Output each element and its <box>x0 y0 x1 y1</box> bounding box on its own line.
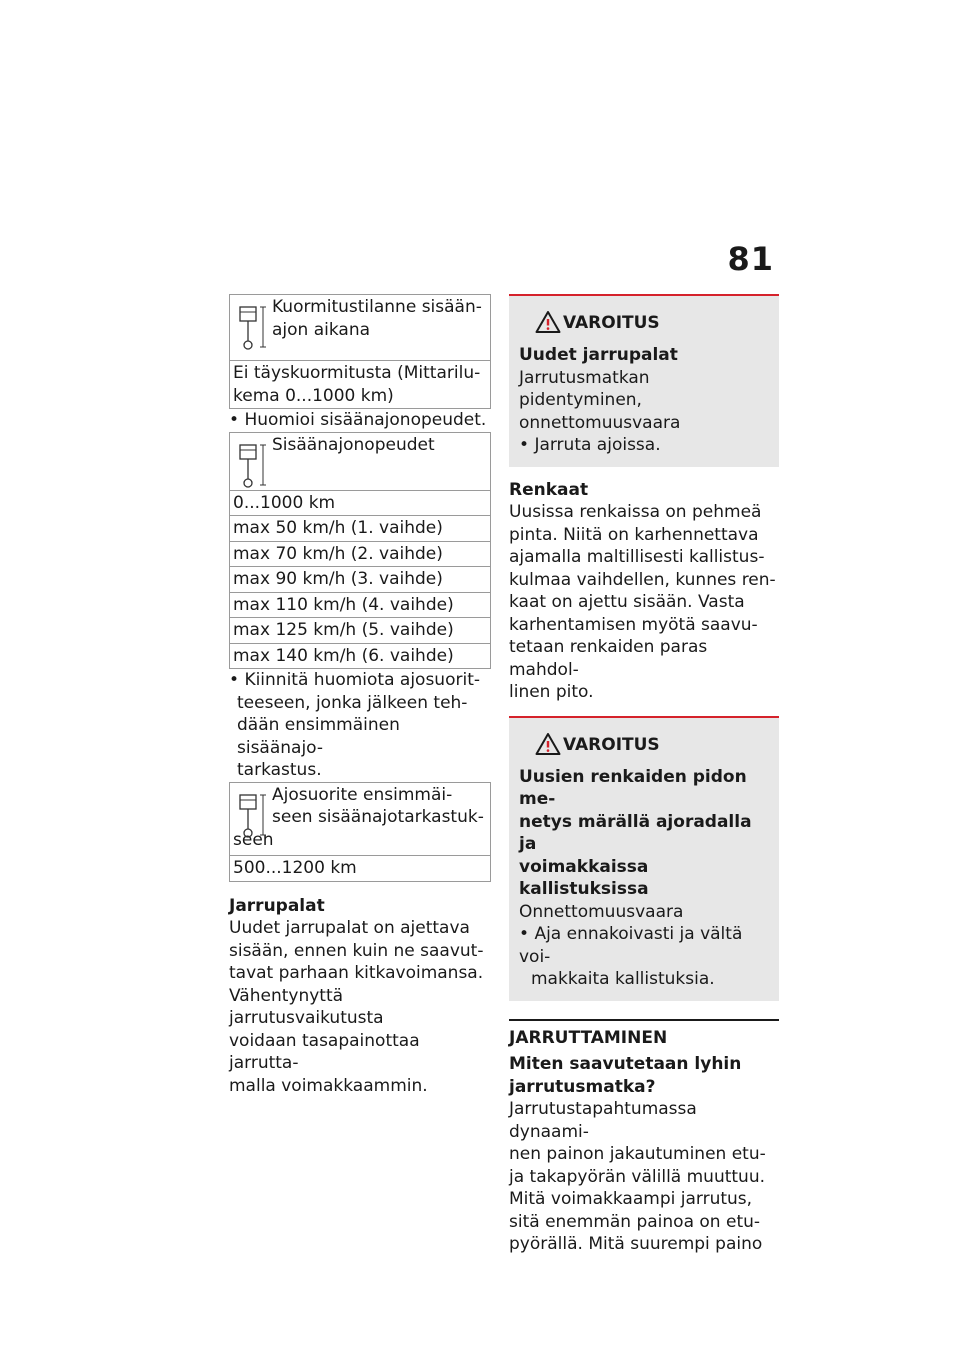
tyres-line: kulmaa vaihdellen, kunnes ren- <box>509 569 776 590</box>
running-in-speeds-header <box>230 433 490 490</box>
brake-pads-heading: Jarrupalat <box>229 895 325 916</box>
brake-pads-line: Uudet jarrupalat on ajettava <box>229 918 470 938</box>
warning-triangle-icon <box>535 732 561 756</box>
page-number: 81 <box>727 240 774 278</box>
braking-text <box>509 1098 779 1256</box>
brake-pads-line: sisään, ennen kuin ne saavut- <box>229 940 484 961</box>
load-condition-value-1: Ei täyskuormitusta (Mittarilu- <box>233 363 481 383</box>
tyres-line: Uusissa renkaissa on pehmeä <box>509 502 762 522</box>
bullet-inspection-line-2: teeseen, jonka jälkeen teh- <box>237 692 468 713</box>
warning-bullet: • Jarruta ajoissa. <box>519 435 661 455</box>
speed-row: max 50 km/h (1. vaihde) <box>230 515 490 541</box>
tyres-line: tetaan renkaiden paras mahdol- <box>509 637 708 680</box>
load-condition-title-1: Kuormitustilanne sisään- <box>272 297 482 317</box>
warning-box-tyres <box>509 716 779 1001</box>
load-condition-title-2: ajon aikana <box>272 319 371 340</box>
warning-triangle-icon <box>535 310 561 334</box>
inspection-distance-value: 500...1200 km <box>230 855 490 881</box>
inspection-title-3: seen <box>233 829 274 850</box>
tyres-line: pinta. Niitä on karhennettava <box>509 524 759 545</box>
braking-line: pyörällä. Mitä suurempi paino <box>509 1234 763 1254</box>
tyres-heading: Renkaat <box>509 479 589 500</box>
speed-row: 0...1000 km <box>230 490 490 516</box>
tyres-line: linen pito. <box>509 682 594 702</box>
braking-line: Jarrutustapahtumassa dynaami- <box>509 1099 697 1142</box>
speed-row: max 125 km/h (5. vaihde) <box>230 617 490 643</box>
section-heading-braking: JARRUTTAMINEN <box>509 1019 779 1050</box>
warning-text: onnettomuusvaara <box>519 412 681 433</box>
brake-pads-text <box>229 917 491 1097</box>
warning-heading: Uusien renkaiden pidon me- netys märällä ajoradalla ja voimakkaissa kallistuksissa <box>519 766 752 899</box>
warning-label: VAROITUS <box>563 734 660 755</box>
bullet-inspection: • Kiinnitä huomiota ajosuorit- teeseen, jonka jälkeen teh- dään ensimmäinen sisäänajo- tarkastus. <box>229 669 491 782</box>
brake-pads-line: voidaan tasapainottaa jarrutta- <box>229 1030 420 1073</box>
bullet-inspection-line-4: tarkastus. <box>237 760 322 780</box>
braking-line: ja takapyörän välillä muuttuu. <box>509 1166 766 1187</box>
tyres-text <box>509 501 779 704</box>
warning-bullet: • Aja ennakoivasti ja vältä voi- makkaita kallistuksia. <box>519 924 743 989</box>
piston-icon <box>238 441 268 491</box>
warning-title <box>519 730 769 766</box>
running-in-speeds-box <box>229 432 491 670</box>
tyres-line: kaat on ajettu sisään. Vasta <box>509 592 745 612</box>
speed-row: max 140 km/h (6. vaihde) <box>230 643 490 669</box>
brake-pads-line: tavat parhaan kitkavoimansa. <box>229 963 484 983</box>
warning-label: VAROITUS <box>563 313 660 333</box>
brake-pads-line: malla voimakkaammin. <box>229 1075 428 1096</box>
load-condition-value <box>230 360 490 408</box>
warning-title <box>519 308 769 344</box>
running-in-speeds-title: Sisäänajonopeudet <box>272 434 435 455</box>
inspection-title-2: seen sisäänajotarkastuk- <box>272 807 484 827</box>
tyres-line: ajamalla maltillisesti kallistus- <box>509 547 765 567</box>
tyres-line: karhentamisen myötä saavu- <box>509 614 758 635</box>
speed-row: max 110 km/h (4. vaihde) <box>230 592 490 618</box>
braking-line: sitä enemmän painoa on etu- <box>509 1211 761 1232</box>
inspection-distance-header <box>230 783 490 856</box>
inspection-title-1: Ajosuorite ensimmäi- <box>272 784 453 805</box>
braking-line: Mitä voimakkaampi jarrutus, <box>509 1189 753 1209</box>
brake-pads-line: Vähentynyttä jarrutusvaikutusta <box>229 985 384 1028</box>
warning-text: Onnettomuusvaara <box>519 901 684 922</box>
piston-icon <box>238 303 268 353</box>
braking-subheading: Miten saavutetaan lyhin jarrutusmatka? <box>509 1054 742 1097</box>
piston-icon <box>238 791 268 841</box>
load-condition-box <box>229 294 491 409</box>
warning-text: Jarrutusmatkan pidentyminen, <box>519 367 650 410</box>
load-condition-header <box>230 295 490 360</box>
speed-row: max 70 km/h (2. vaihde) <box>230 541 490 567</box>
speed-row: max 90 km/h (3. vaihde) <box>230 566 490 592</box>
bullet-inspection-line-3: dään ensimmäinen sisäänajo- <box>237 715 400 758</box>
left-column <box>229 294 491 1097</box>
bullet-inspection-line-1: Kiinnitä huomiota ajosuorit- <box>244 670 480 690</box>
bullet-running-in-speeds: • Huomioi sisäänajonopeudet. <box>229 410 487 430</box>
warning-box-brake-pads <box>509 294 779 467</box>
right-column <box>509 294 779 1256</box>
load-condition-value-2: kema 0...1000 km) <box>233 385 394 406</box>
braking-line: nen painon jakautuminen etu- <box>509 1144 766 1164</box>
inspection-distance-box <box>229 782 491 882</box>
warning-heading: Uudet jarrupalat <box>519 345 678 365</box>
